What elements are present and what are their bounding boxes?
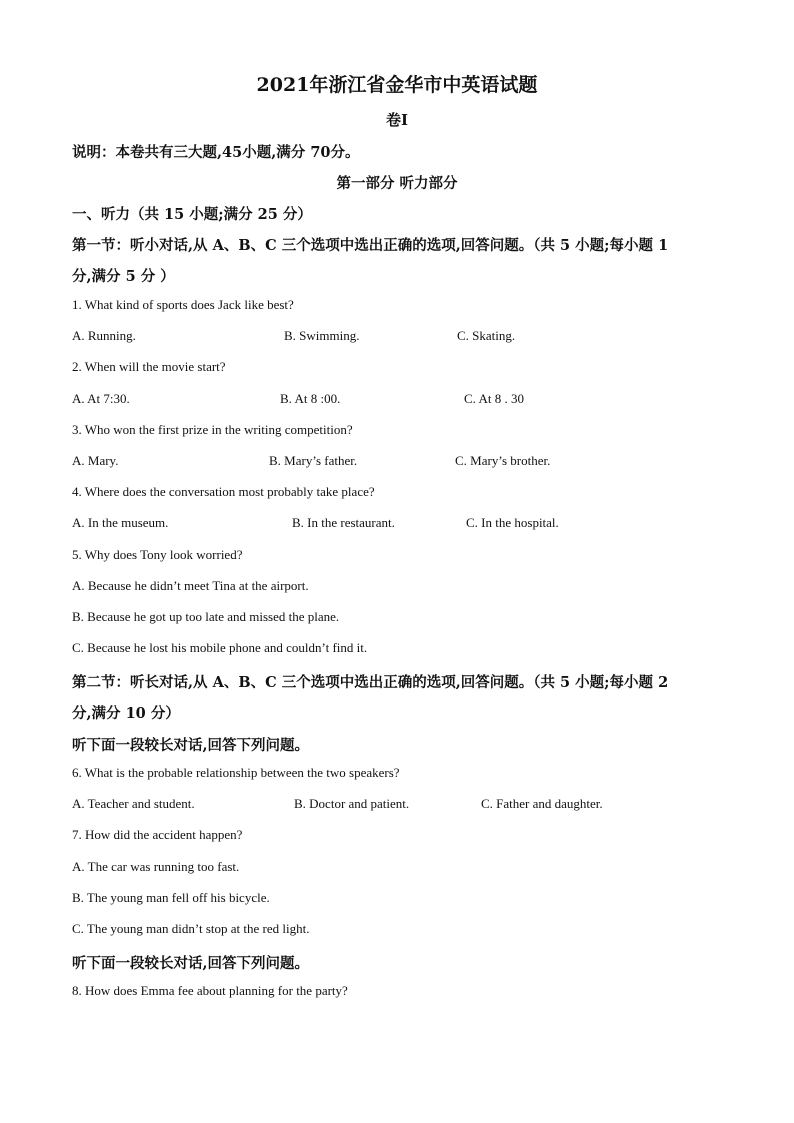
question-2-option-c: C. At 8 . 30 xyxy=(464,391,524,406)
listen-instruction-1: 听下面一段较长对话,回答下列问题。 xyxy=(72,737,310,754)
part-title: 第一部分 听力部分 xyxy=(336,175,458,192)
question-6-option-c: C. Father and daughter. xyxy=(481,796,603,811)
section-two-instruction-line2: 分,满分 10 分） xyxy=(72,705,180,722)
question-1-option-a: A. Running. xyxy=(72,328,136,343)
question-1-option-b: B. Swimming. xyxy=(284,328,360,343)
question-5-option-b: B. Because he got up too late and missed the plane. xyxy=(72,609,340,624)
question-7: 7. How did the accident happen? xyxy=(72,827,243,842)
section-one-title: 一、听力（共 15 小题;满分 25 分） xyxy=(72,206,312,223)
instructions: 说明：本卷共有三大题,45小题,满分 70分。 xyxy=(72,144,360,161)
question-3: 3. Who won the first prize in the writing competition? xyxy=(72,422,353,437)
question-8: 8. How does Emma fee about planning for the party? xyxy=(72,983,348,998)
listen-instruction-2: 听下面一段较长对话,回答下列问题。 xyxy=(72,955,310,972)
volume-label: 卷I xyxy=(385,111,409,129)
question-5: 5. Why does Tony look worried? xyxy=(72,547,243,562)
question-1: 1. What kind of sports does Jack like best? xyxy=(72,297,294,312)
question-7-option-c: C. The young man didn’t stop at the red light. xyxy=(72,921,310,936)
section-one-instruction-line2: 分,满分 5 分 ） xyxy=(72,268,175,285)
question-4-option-a: A. In the museum. xyxy=(72,515,169,530)
question-7-option-a: A. The car was running too fast. xyxy=(72,859,240,874)
question-4-option-b: B. In the restaurant. xyxy=(292,515,395,530)
section-two-instruction-line1: 第二节：听长对话,从 A、B、C 三个选项中选出正确的选项,回答问题。（共 5 小题;每小题 2 xyxy=(72,674,669,691)
section-one-instruction-line1: 第一节：听小对话,从 A、B、C 三个选项中选出正确的选项,回答问题。（共 5 小题;每小题 1 xyxy=(72,237,669,254)
question-3-option-c: C. Mary’s brother. xyxy=(455,453,551,468)
question-5-option-a: A. Because he didn’t meet Tina at the airport. xyxy=(72,578,309,593)
question-3-option-a: A. Mary. xyxy=(72,453,119,468)
question-5-option-c: C. Because he lost his mobile phone and couldn’t find it. xyxy=(72,640,368,655)
question-4: 4. Where does the conversation most probably take place? xyxy=(72,484,375,499)
question-6-option-b: B. Doctor and patient. xyxy=(294,796,410,811)
question-2: 2. When will the movie start? xyxy=(72,359,226,374)
question-6: 6. What is the probable relationship between the two speakers? xyxy=(72,765,400,780)
page-title: 2021年浙江省金华市中英语试题 xyxy=(256,74,538,96)
question-2-option-a: A. At 7:30. xyxy=(72,391,130,406)
question-1-option-c: C. Skating. xyxy=(457,328,516,343)
question-3-option-b: B. Mary’s father. xyxy=(269,453,358,468)
question-7-option-b: B. The young man fell off his bicycle. xyxy=(72,890,270,905)
question-2-option-b: B. At 8 :00. xyxy=(280,391,341,406)
question-6-option-a: A. Teacher and student. xyxy=(72,796,195,811)
question-4-option-c: C. In the hospital. xyxy=(466,515,559,530)
